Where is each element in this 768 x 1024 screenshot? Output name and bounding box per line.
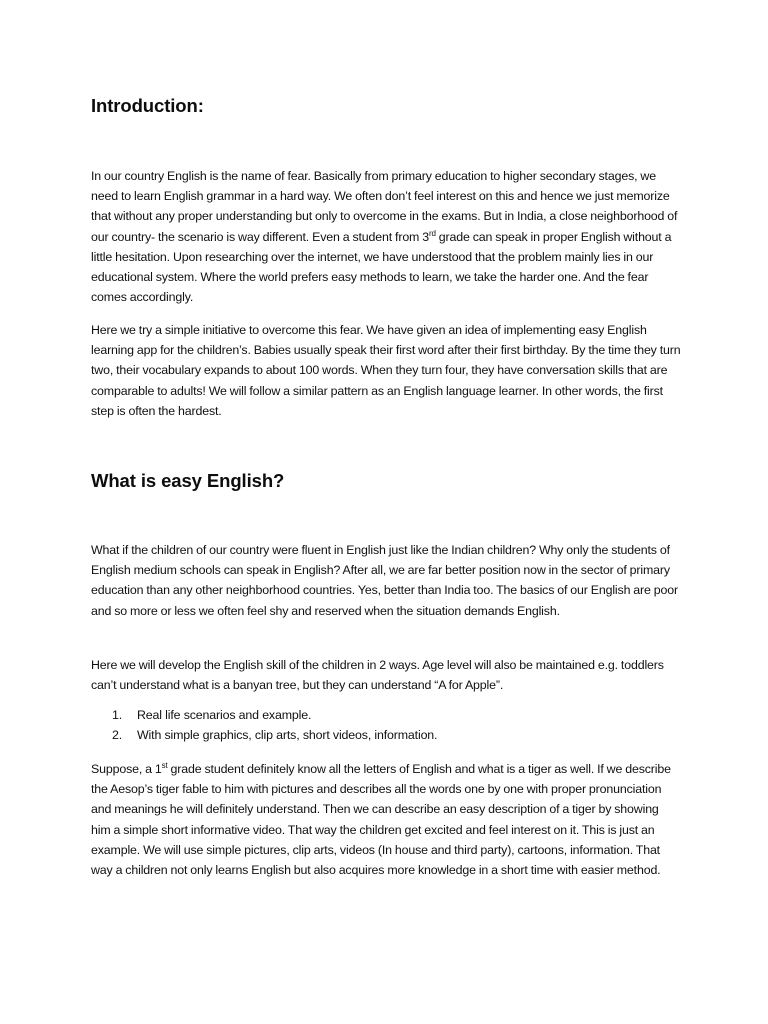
list-item xyxy=(91,705,437,725)
intro-paragraph-2: Here we try a simple initiative to overcome this fear. We have given an idea of implementing easy English learning app for the children’s. Babies usually speak their first word after their first birthday. By the time they turn two, their vocabulary expands to about 100 words. When they turn four, they have conversation skills that are comparable to adults! We will follow a similar pattern as an English language learner. In other words, the first step is often the hardest. xyxy=(91,323,681,418)
easy-english-paragraph-2: Here we will develop the English skill of the children in 2 ways. Age level will also be maintained e.g. toddlers can’t understand what is a banyan tree, but they can understand “A for Apple”. xyxy=(91,658,664,693)
ordinal-superscript: st xyxy=(161,760,168,770)
list-item xyxy=(91,725,437,745)
list-item-number: 1. xyxy=(112,708,123,722)
closing-paragraph-text-b: grade student definitely know all the letters of English and what is a tiger as well. If we describe the Aesop’s tiger fable to him with pictures and describes all the words one by one with proper pronunciation and meanings he will definitely understand. Then we can describe an easy description of a tiger by showing him a simple short informative video. That way the children get excited and feel interest on it. This is just an example. We will use simple pictures, clip arts, videos (In house and third party), cartoons, information. That way a children not only learns English but also acquires more knowledge in a short time with easier method. xyxy=(91,762,671,878)
introduction-heading: Introduction: xyxy=(91,95,204,116)
easy-english-closing-paragraph xyxy=(91,759,681,880)
closing-paragraph-text-a: Suppose, a 1 xyxy=(91,762,162,776)
list-item-text: With simple graphics, clip arts, short videos, information. xyxy=(137,728,438,743)
ordinal-superscript: rd xyxy=(428,228,436,238)
list-item-text: Real life scenarios and example. xyxy=(137,708,312,722)
intro-paragraph-1-text-a: In our country English is the name of fear. Basically from primary education to higher secondary stages, we need to learn English grammar in a hard way. We often don’t feel interest on this and hence we just memorize that without any proper understanding but only to overcome in the exams. But in India, a close neighborhood of our country- the scenario is way different. Even a student from 3 xyxy=(91,169,678,244)
easy-english-paragraph-1: What if the children of our country were fluent in English just like the Indian children? Why only the students of English medium schools can speak in English? After all, we are far better position now in the sector of primary education than any other neighborhood countries. Yes, better than India too. The basics of our English are poor and so more or less we often feel shy and reserved when the situation demands English. xyxy=(91,543,678,618)
intro-paragraph-1-text-b: grade can speak in proper English without a little hesitation. Upon researching over the internet, we have understood that the problem mainly lies in our educational system. Where the world prefers easy methods to learn, we take the harder one. And the fear comes accordingly. xyxy=(91,229,672,305)
intro-paragraph-1 xyxy=(91,166,681,307)
list-item-number: 2. xyxy=(112,728,123,743)
easy-english-heading: What is easy English? xyxy=(91,470,285,491)
ways-list xyxy=(91,705,437,745)
